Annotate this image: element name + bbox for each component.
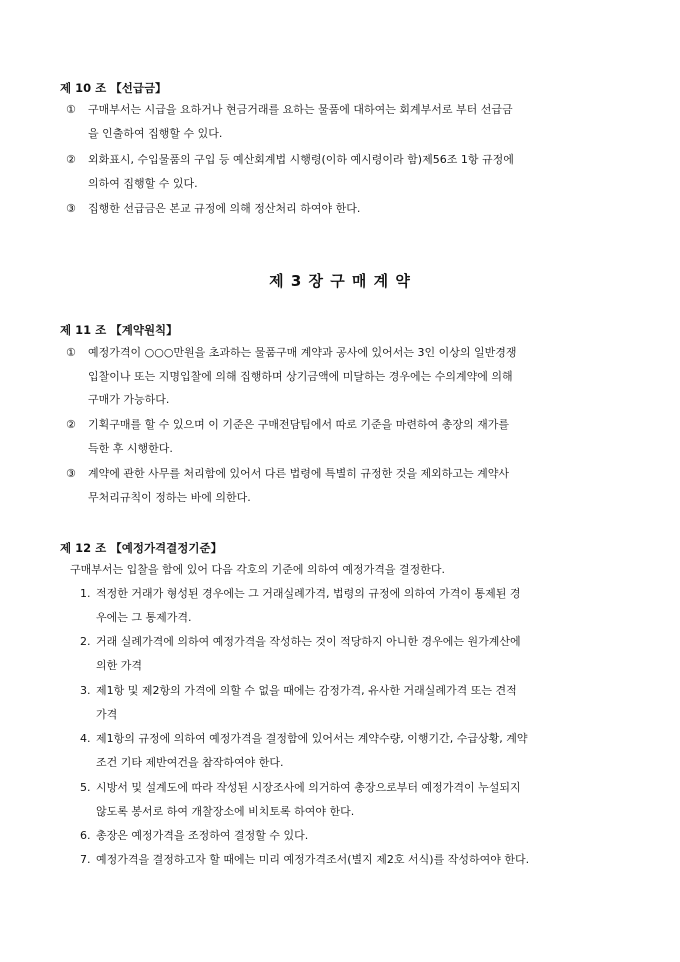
item-marker: ①: [66, 346, 76, 359]
item-text-line: 입찰이나 또는 지명입찰에 의해 집행하며 상기금액에 미달하는 경우에는 수의계약에 의해: [88, 369, 513, 383]
article-10-item-1: [66, 98, 630, 145]
item-text-line: 우에는 그 통제가격.: [96, 610, 192, 624]
item-text-line: 을 인출하여 집행할 수 있다.: [88, 126, 223, 140]
article-12-item-6: [80, 824, 630, 848]
item-marker: 3.: [80, 684, 91, 697]
item-marker: 1.: [80, 587, 91, 600]
item-text-line: 예정가격이 ○○○만원을 초과하는 물품구매 계약과 공사에 있어서는 3인 이상의 일반경쟁: [88, 346, 517, 359]
article-10-item-3: [66, 197, 630, 221]
article-11-item-2: [66, 413, 630, 460]
article-10-item-2: [66, 148, 630, 195]
item-text-line: 의하여 집행할 수 있다.: [88, 176, 198, 190]
article-11-item-3: [66, 462, 630, 509]
item-marker: 6.: [80, 829, 91, 842]
item-marker: 7.: [80, 853, 91, 866]
chapter-title: 제 3 장 구 매 계 약: [269, 272, 411, 290]
item-text-line: 계약에 관한 사무를 처리함에 있어서 다른 법령에 특별히 규정한 것을 제외하고는 계약사: [88, 467, 509, 480]
article-12-item-4: [80, 727, 630, 774]
item-text-line: 적정한 거래가 형성된 경우에는 그 거래실례가격, 법령의 규정에 의하여 가격이 통제된 경: [96, 587, 521, 600]
item-text-line: 외화표시, 수입물품의 구입 등 예산회계법 시행령(이하 예시령이라 함)제56조 1항 규정에: [88, 153, 514, 166]
item-marker: 5.: [80, 781, 91, 794]
item-text-line: 득한 후 시행한다.: [88, 441, 173, 455]
item-marker: ③: [66, 202, 76, 215]
item-marker: ②: [66, 153, 76, 166]
item-text-line: 총장은 예정가격을 조정하여 결정할 수 있다.: [96, 829, 309, 842]
item-text-line: 제1항 및 제2항의 가격에 의할 수 없을 때에는 감정가격, 유사한 거래실례가격 또는 견적: [96, 684, 517, 697]
item-text-line: 시방서 및 설계도에 따라 작성된 시장조사에 의거하여 총장으로부터 예정가격이 누설되지: [96, 781, 521, 794]
article-12-intro: 구매부서는 입찰을 함에 있어 다음 각호의 기준에 의하여 예정가격을 결정한다.: [70, 563, 445, 576]
article-12-item-7: [80, 848, 630, 872]
item-text-line: 구매가 가능하다.: [88, 393, 170, 406]
item-text-line: 무처리규칙이 정하는 바에 의한다.: [88, 490, 251, 504]
item-text-line: 구매부서는 시급을 요하거나 현금거래를 요하는 물품에 대하여는 회계부서로 부터 선급금: [88, 103, 513, 116]
article-12-item-3: [80, 679, 630, 726]
article-11-heading: 제 11 조 【계약원칙】: [60, 323, 178, 337]
item-text-line: 기획구매를 할 수 있으며 이 기준은 구매전담팀에서 따로 기준을 마련하여 총장의 재가를: [88, 418, 509, 431]
item-marker: ①: [66, 103, 76, 116]
article-12-item-2: [80, 630, 630, 677]
article-10-heading: 제 10 조 【선급금】: [60, 81, 167, 95]
item-text-line: 않도록 봉서로 하여 개찰장소에 비치토록 하여야 한다.: [96, 804, 355, 818]
item-marker: 4.: [80, 732, 91, 745]
item-marker: ③: [66, 467, 76, 480]
article-12-item-5: [80, 776, 630, 823]
article-12-item-1: [80, 582, 630, 629]
item-text-line: 제1항의 규정에 의하여 예정가격을 결정함에 있어서는 계약수량, 이행기간, 수급상황, 계약: [96, 732, 528, 745]
item-text-line: 집행한 선급금은 본교 규정에 의해 정산처리 하여야 한다.: [88, 202, 361, 215]
item-text-line: 가격: [96, 707, 118, 721]
item-text-line: 조건 기타 제반여건을 참작하여야 한다.: [96, 755, 284, 769]
item-marker: ②: [66, 418, 76, 431]
article-12-heading: 제 12 조 【예정가격결정기준】: [60, 541, 223, 555]
article-11-item-1: [66, 341, 630, 412]
item-marker: 2.: [80, 635, 91, 648]
item-text-line: 거래 실례가격에 의하여 예정가격을 작성하는 것이 적당하지 아니한 경우에는 원가계산에: [96, 635, 521, 648]
item-text-line: 예정가격을 결정하고자 할 때에는 미리 예정가격조서(별지 제2호 서식)를 작성하여야 한다.: [96, 853, 530, 866]
item-text-line: 의한 가격: [96, 658, 143, 672]
